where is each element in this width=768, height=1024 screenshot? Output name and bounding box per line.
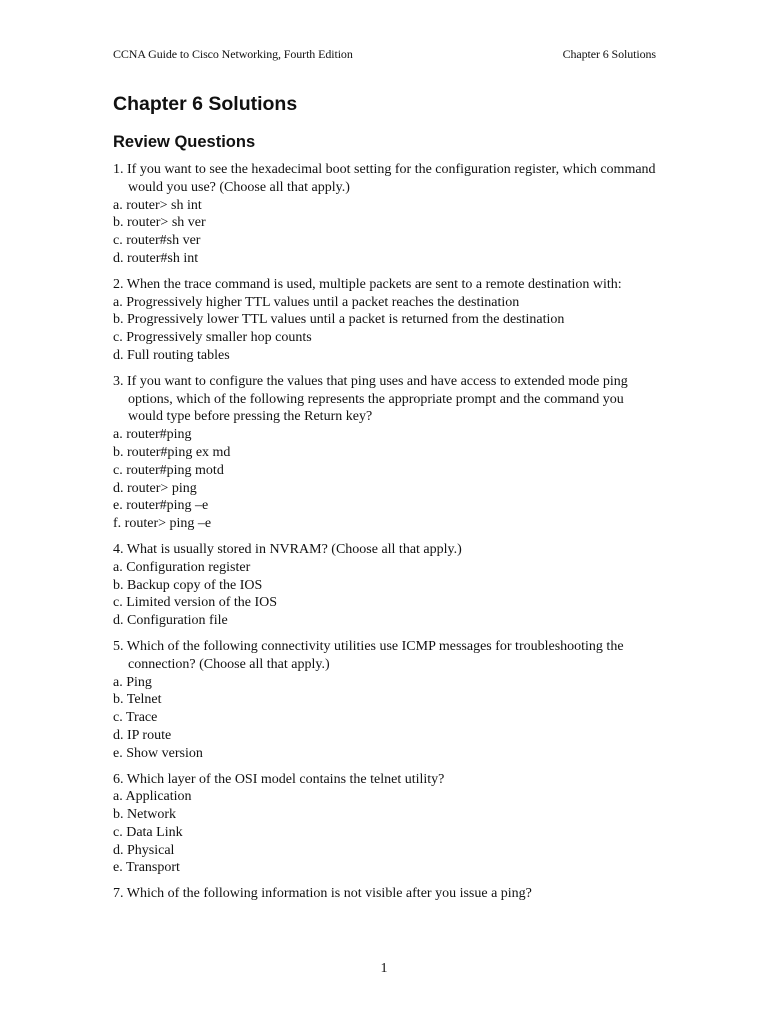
answer-option (113, 462, 658, 480)
question-item (113, 771, 658, 878)
option-text: router#ping ex md (127, 444, 231, 460)
option-text: Full routing tables (127, 347, 230, 363)
question-body: When the trace command is used, multiple packets are sent to a remote destination with: (126, 276, 622, 292)
option-text: router> ping (127, 480, 197, 496)
option-text: Configuration file (127, 613, 228, 629)
option-letter: c. (113, 462, 123, 478)
question-body: If you want to see the hexadecimal boot setting for the configuration register, which command would you use? (Choose all that apply.) (127, 162, 656, 195)
option-letter: a. (113, 559, 123, 575)
option-text: Application (125, 789, 192, 805)
option-text: Trace (125, 710, 158, 726)
option-text: Configuration register (126, 559, 251, 575)
answer-option (113, 612, 658, 630)
option-letter: d. (113, 250, 124, 266)
option-letter: b. (113, 215, 124, 231)
option-text: IP route (127, 727, 172, 743)
option-text: Data Link (126, 824, 183, 840)
answer-option (113, 709, 658, 727)
answer-option (113, 691, 658, 709)
answer-option (113, 497, 658, 515)
question-text (113, 541, 658, 559)
option-text: router#ping (126, 427, 192, 443)
option-text: Progressively higher TTL values until a packet reaches the destination (126, 294, 520, 310)
option-text: Backup copy of the IOS (127, 577, 263, 593)
answer-option (113, 594, 658, 612)
option-letter: e. (113, 498, 123, 514)
answer-option (113, 842, 658, 860)
option-letter: a. (113, 294, 123, 310)
option-letter: d. (113, 480, 124, 496)
answer-option (113, 745, 658, 763)
answer-option (113, 515, 658, 533)
question-number: 5. (113, 638, 124, 654)
answer-option (113, 426, 658, 444)
option-letter: a. (113, 197, 123, 213)
question-number: 3. (113, 373, 124, 389)
answer-option (113, 294, 658, 312)
option-letter: d. (113, 842, 124, 858)
question-number: 2. (113, 276, 124, 292)
answer-option (113, 480, 658, 498)
option-letter: d. (113, 613, 124, 629)
option-letter: a. (113, 789, 123, 805)
option-letter: b. (113, 312, 124, 328)
header-book-title: CCNA Guide to Cisco Networking, Fourth Edition (113, 46, 353, 61)
question-number: 1. (113, 162, 124, 177)
option-text: router> ping –e (124, 516, 212, 532)
option-text: Telnet (126, 692, 162, 708)
page-number: 1 (380, 961, 388, 976)
question-text (113, 885, 658, 903)
answer-option (113, 311, 658, 329)
option-text: router#ping –e (126, 498, 209, 514)
question-item (113, 276, 658, 365)
answer-option (113, 859, 658, 877)
answer-option (113, 232, 658, 250)
section-title: Review Questions (113, 133, 256, 151)
question-number: 4. (113, 541, 124, 557)
option-text: Progressively smaller hop counts (126, 330, 312, 346)
option-text: router#sh ver (126, 233, 201, 249)
option-text: router> sh int (126, 197, 202, 213)
question-body: Which of the following connectivity utilities use ICMP messages for troubleshooting the connection? (Choose all that apply.) (126, 638, 624, 672)
page-title: Chapter 6 Solutions (113, 93, 298, 115)
option-letter: e. (113, 745, 123, 761)
option-text: Ping (126, 674, 152, 690)
question-item (113, 373, 658, 533)
option-letter: c. (113, 233, 123, 249)
question-number: 6. (113, 771, 124, 787)
answer-option (113, 806, 658, 824)
answer-option (113, 197, 658, 215)
option-letter: c. (113, 710, 123, 726)
question-text (113, 771, 658, 789)
question-body: What is usually stored in NVRAM? (Choose all that apply.) (126, 541, 462, 557)
question-number: 7. (113, 886, 124, 902)
question-item (113, 885, 658, 903)
answer-option (113, 824, 658, 842)
question-body: If you want to configure the values that ping uses and have access to extended mode ping options, which of the following represents the appropriate prompt and the command you would type before pressing the Return key? (127, 373, 628, 425)
question-text (113, 161, 658, 197)
answer-option (113, 674, 658, 692)
question-body: Which of the following information is not visible after you issue a ping? (126, 886, 532, 902)
option-text: Show version (126, 745, 203, 761)
question-list (113, 161, 658, 911)
question-text (113, 276, 658, 294)
option-letter: d. (113, 727, 124, 743)
option-letter: c. (113, 595, 123, 611)
answer-option (113, 347, 658, 365)
answer-option (113, 559, 658, 577)
option-text: Network (127, 807, 176, 823)
option-text: router#sh int (127, 250, 199, 266)
option-text: router#ping motd (126, 462, 224, 478)
answer-option (113, 577, 658, 595)
question-item (113, 541, 658, 630)
option-letter: d. (113, 347, 124, 363)
option-letter: a. (113, 674, 123, 690)
question-item (113, 638, 658, 763)
option-letter: c. (113, 330, 123, 346)
option-letter: b. (113, 807, 124, 823)
answer-option (113, 727, 658, 745)
option-letter: e. (113, 860, 123, 876)
option-letter: b. (113, 444, 124, 460)
option-letter: c. (113, 824, 123, 840)
question-item (113, 161, 658, 268)
running-header (113, 46, 656, 62)
option-letter: a. (113, 427, 123, 443)
option-letter: f. (113, 516, 122, 532)
option-letter: b. (113, 692, 124, 708)
option-text: Transport (125, 860, 180, 876)
answer-option (113, 444, 658, 462)
option-text: Progressively lower TTL values until a packet is returned from the destination (127, 312, 565, 328)
option-text: router> sh ver (127, 215, 206, 231)
question-text (113, 373, 658, 426)
question-body: Which layer of the OSI model contains the telnet utility? (126, 771, 445, 787)
answer-option (113, 788, 658, 806)
option-text: Physical (127, 842, 175, 858)
question-text (113, 638, 658, 674)
header-chapter: Chapter 6 Solutions (562, 46, 656, 61)
answer-option (113, 329, 658, 347)
answer-option (113, 250, 658, 268)
option-letter: b. (113, 577, 124, 593)
answer-option (113, 214, 658, 232)
option-text: Limited version of the IOS (126, 595, 278, 611)
